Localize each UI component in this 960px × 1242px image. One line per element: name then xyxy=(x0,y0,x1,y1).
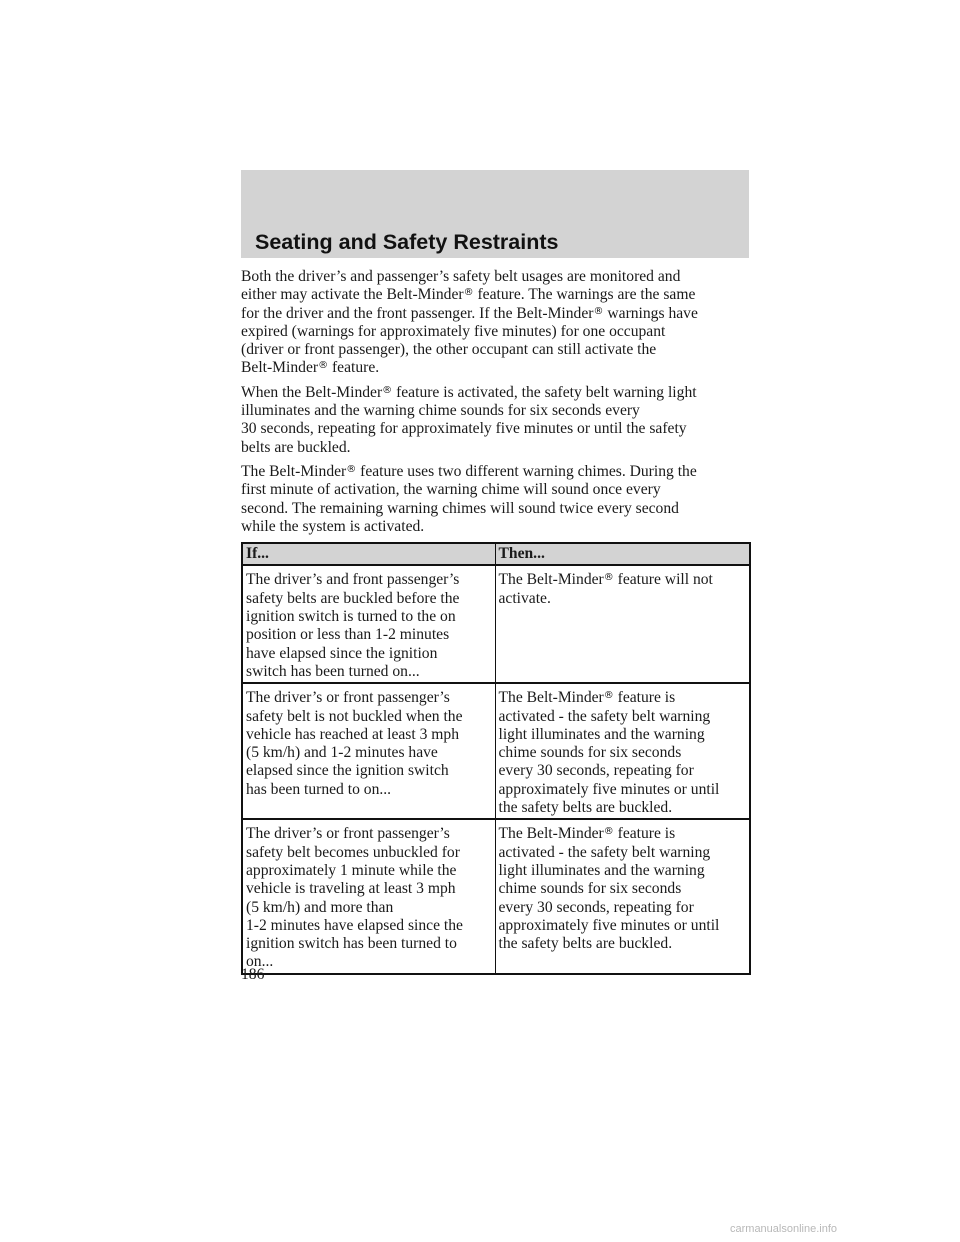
condition-cell: The driver’s or front passenger’s safety belt is not buckled when the vehicle has reached at least 3 mph (5 km/h) and 1-2 minutes have elapsed since the ignition switch has been turned to on... xyxy=(242,683,495,819)
condition-cell: The driver’s or front passenger’s safety belt becomes unbuckled for approximately 1 minute while the vehicle is traveling at least 3 mph (5 km/h) and more than 1-2 minutes have elapsed since the ignition switch has been turned to on... xyxy=(242,819,495,973)
registered-mark: ® xyxy=(463,287,474,299)
paragraph-text: feature uses two different warning chimes. During the first minute of activation, the warning chime will sound once every second. The remaining warning chimes will sound twice every second while the system is activated. xyxy=(241,462,697,535)
registered-mark: ® xyxy=(603,572,614,584)
paragraph-text: When the Belt-Minder xyxy=(241,383,383,401)
page-body xyxy=(241,268,749,975)
result-text: The Belt-Minder xyxy=(498,689,604,707)
belt-minder-table xyxy=(241,542,751,975)
result-text: The Belt-Minder xyxy=(498,825,604,843)
table-row xyxy=(242,683,750,819)
paragraph-text: feature. xyxy=(328,359,380,377)
paragraph-text: feature. The warnings are the same for the driver and the front passenger. If the Belt-Minder xyxy=(241,286,696,322)
result-text: feature will not activate. xyxy=(498,571,713,607)
paragraph-monitoring xyxy=(241,268,749,378)
registered-mark: ® xyxy=(318,360,329,372)
result-cell xyxy=(495,819,750,973)
paragraph-text: feature is activated, the safety belt warning light illuminates and the warning chime sounds for six seconds every 30 seconds, repeating for approximately five minutes or until the safety belts are buckled. xyxy=(241,383,697,456)
result-text: The Belt-Minder xyxy=(498,571,604,589)
result-cell xyxy=(495,565,750,683)
table-row xyxy=(242,565,750,683)
paragraph-activation xyxy=(241,384,749,457)
registered-mark: ® xyxy=(382,384,393,396)
table-row xyxy=(242,819,750,973)
paragraph-text: Both the driver’s and passenger’s safety belt usages are monitored and either may activate the Belt-Minder xyxy=(241,268,681,304)
result-cell xyxy=(495,683,750,819)
condition-cell: The driver’s and front passenger’s safety belts are buckled before the ignition switch is turned to the on position or less than 1-2 minutes have elapsed since the ignition switch has been turned on... xyxy=(242,565,495,683)
column-header-then: Then... xyxy=(495,543,750,565)
paragraph-text: warnings have expired (warnings for approximately five minutes) for one occupant (driver or front passenger), the other occupant can still activate the Belt-Minder xyxy=(241,304,698,377)
result-text: feature is activated - the safety belt warning light illuminates and the warning chime sounds for six seconds every 30 seconds, repeating for approximately five minutes or until the safety belts are buckled. xyxy=(498,825,720,953)
registered-mark: ® xyxy=(603,690,614,702)
paragraph-text: The Belt-Minder xyxy=(241,462,347,480)
registered-mark: ® xyxy=(603,826,614,838)
column-header-if: If... xyxy=(242,543,495,565)
page-number: 186 xyxy=(241,966,265,983)
watermark-link[interactable]: carmanualsonline.info xyxy=(730,1223,838,1235)
result-text: feature is activated - the safety belt warning light illuminates and the warning chime sounds for six seconds every 30 seconds, repeating for approximately five minutes or until the safety belts are buckled. xyxy=(498,689,720,817)
registered-mark: ® xyxy=(346,463,357,475)
table-header-row xyxy=(242,543,750,565)
section-title: Seating and Safety Restraints xyxy=(255,230,559,254)
paragraph-chimes xyxy=(241,463,749,536)
registered-mark: ® xyxy=(593,305,604,317)
